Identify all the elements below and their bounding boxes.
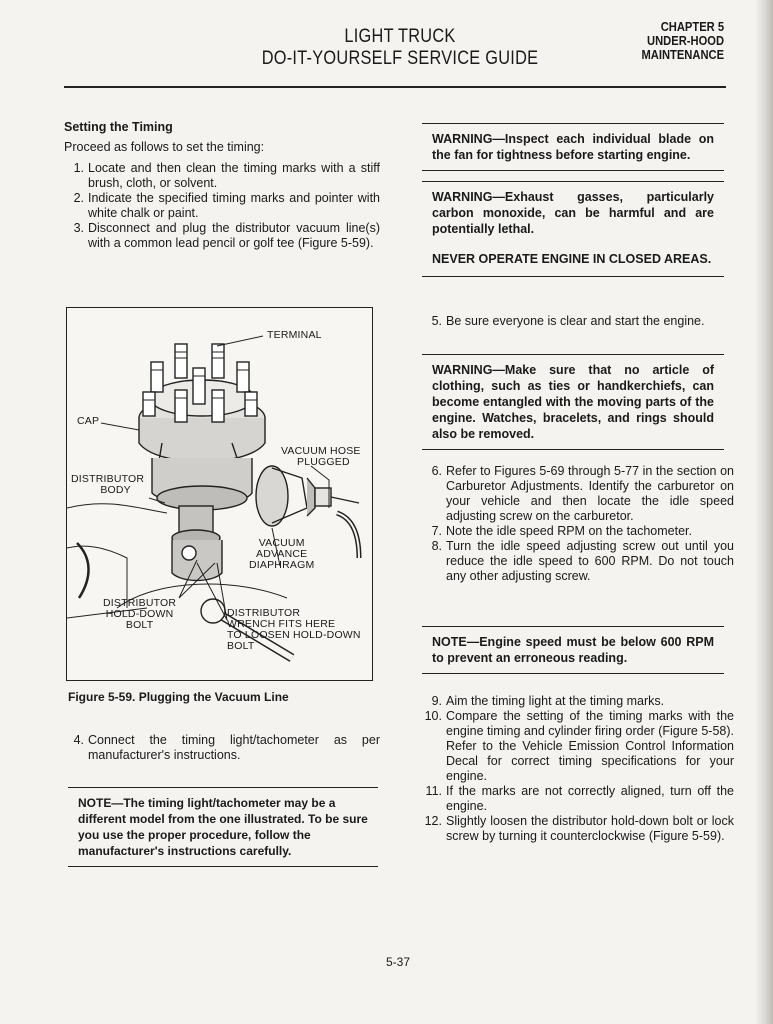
label-vacuum-advance-diaphragm: VACUUM ADVANCE DIAPHRAGM <box>249 537 315 571</box>
steps-list-1-3 <box>64 161 380 251</box>
left-column <box>64 120 380 251</box>
list-item: 5. Be sure everyone is clear and start the engine. <box>431 314 705 328</box>
page-header-title: LIGHT TRUCK DO-IT-YOURSELF SERVICE GUIDE <box>261 26 539 69</box>
figure-caption: Figure 5-59. Plugging the Vacuum Line <box>68 690 289 704</box>
label-distributor-body: DISTRIBUTOR BODY <box>71 473 145 496</box>
steps-list-6-8 <box>422 464 734 584</box>
note-engine-speed: NOTE—Engine speed must be below 600 RPM to prevent an erroneous reading. <box>422 626 724 674</box>
header-rule <box>64 86 726 88</box>
label-cap: CAP <box>77 415 100 427</box>
step-5 <box>422 314 734 329</box>
warning-exhaust-gasses: WARNING—Exhaust gasses, particularly carbon monoxide, can be harmful and are potentially lethal. NEVER OPERATE ENGINE IN CLOSED AREAS. <box>422 181 724 277</box>
list-item: 11. If the marks are not correctly aligned, turn off the engine. <box>425 784 734 813</box>
chapter-label: CHAPTER 5 UNDER-HOOD MAINTENANCE <box>641 19 724 62</box>
label-vacuum-hose: VACUUM HOSE PLUGGED <box>281 445 361 468</box>
note-timing-light: NOTE—The timing light/tachometer may be a different model from the one illustrated. To be sure you use the proper procedure, follow the manufacturer's instructions carefully. <box>68 787 378 867</box>
intro-text: Proceed as follows to set the timing: <box>64 140 265 154</box>
list-item: 10. Compare the setting of the timing marks with the engine timing and cylinder firing order (Figure 5-58). Refer to the Vehicle Emission Control Information Decal for correct timing specifications for your engine. <box>424 709 734 783</box>
list-item: 1. Locate and then clean the timing marks with a stiff brush, cloth, or solvent. <box>73 161 380 190</box>
label-hold-down-bolt: DISTRIBUTOR HOLD-DOWN BOLT <box>103 597 177 631</box>
list-item: 8. Turn the idle speed adjusting screw out until you reduce the idle speed to 600 RPM. Do not touch any other adjusting screw. <box>431 539 734 583</box>
page-spine-shadow <box>755 0 773 1024</box>
list-item: 2. Indicate the specified timing marks and pointer with white chalk or paint. <box>73 191 380 220</box>
page-number: 5-37 <box>386 955 411 969</box>
list-item: 7. Note the idle speed RPM on the tachometer. <box>431 524 692 538</box>
label-terminal: TERMINAL <box>267 329 322 341</box>
warning-fan-blades: WARNING—Inspect each individual blade on the fan for tightness before starting engine. <box>422 123 724 171</box>
list-item: 3. Disconnect and plug the distributor vacuum line(s) with a common lead pencil or golf tee (Figure 5-59). <box>73 221 380 250</box>
section-heading: Setting the Timing <box>64 120 173 134</box>
list-item: 12. Slightly loosen the distributor hold-down bolt or lock screw by turning it counterclockwise (Figure 5-59). <box>424 814 734 843</box>
list-item: 6. Refer to Figures 5-69 through 5-77 in the section on Carburetor Adjustments. Identify the carburetor on your vehicle and then locate the idle speed adjusting screw on the carburetor. <box>431 464 734 523</box>
warning-clothing: WARNING—Make sure that no article of clothing, such as ties or handkerchiefs, can become entangled with the moving parts of the engine. Watches, bracelets, and rings should also be removed. <box>422 354 724 450</box>
list-item: 4. Connect the timing light/tachometer as per manufacturer's instructions. <box>73 733 380 762</box>
figure-5-59 <box>66 307 373 681</box>
step-4 <box>64 733 380 763</box>
steps-list-9-12 <box>422 694 734 844</box>
label-distributor-wrench: DISTRIBUTOR WRENCH FITS HERE TO LOOSEN HOLD-DOWN BOLT <box>227 607 361 652</box>
list-item: 9. Aim the timing light at the timing marks. <box>431 694 665 708</box>
